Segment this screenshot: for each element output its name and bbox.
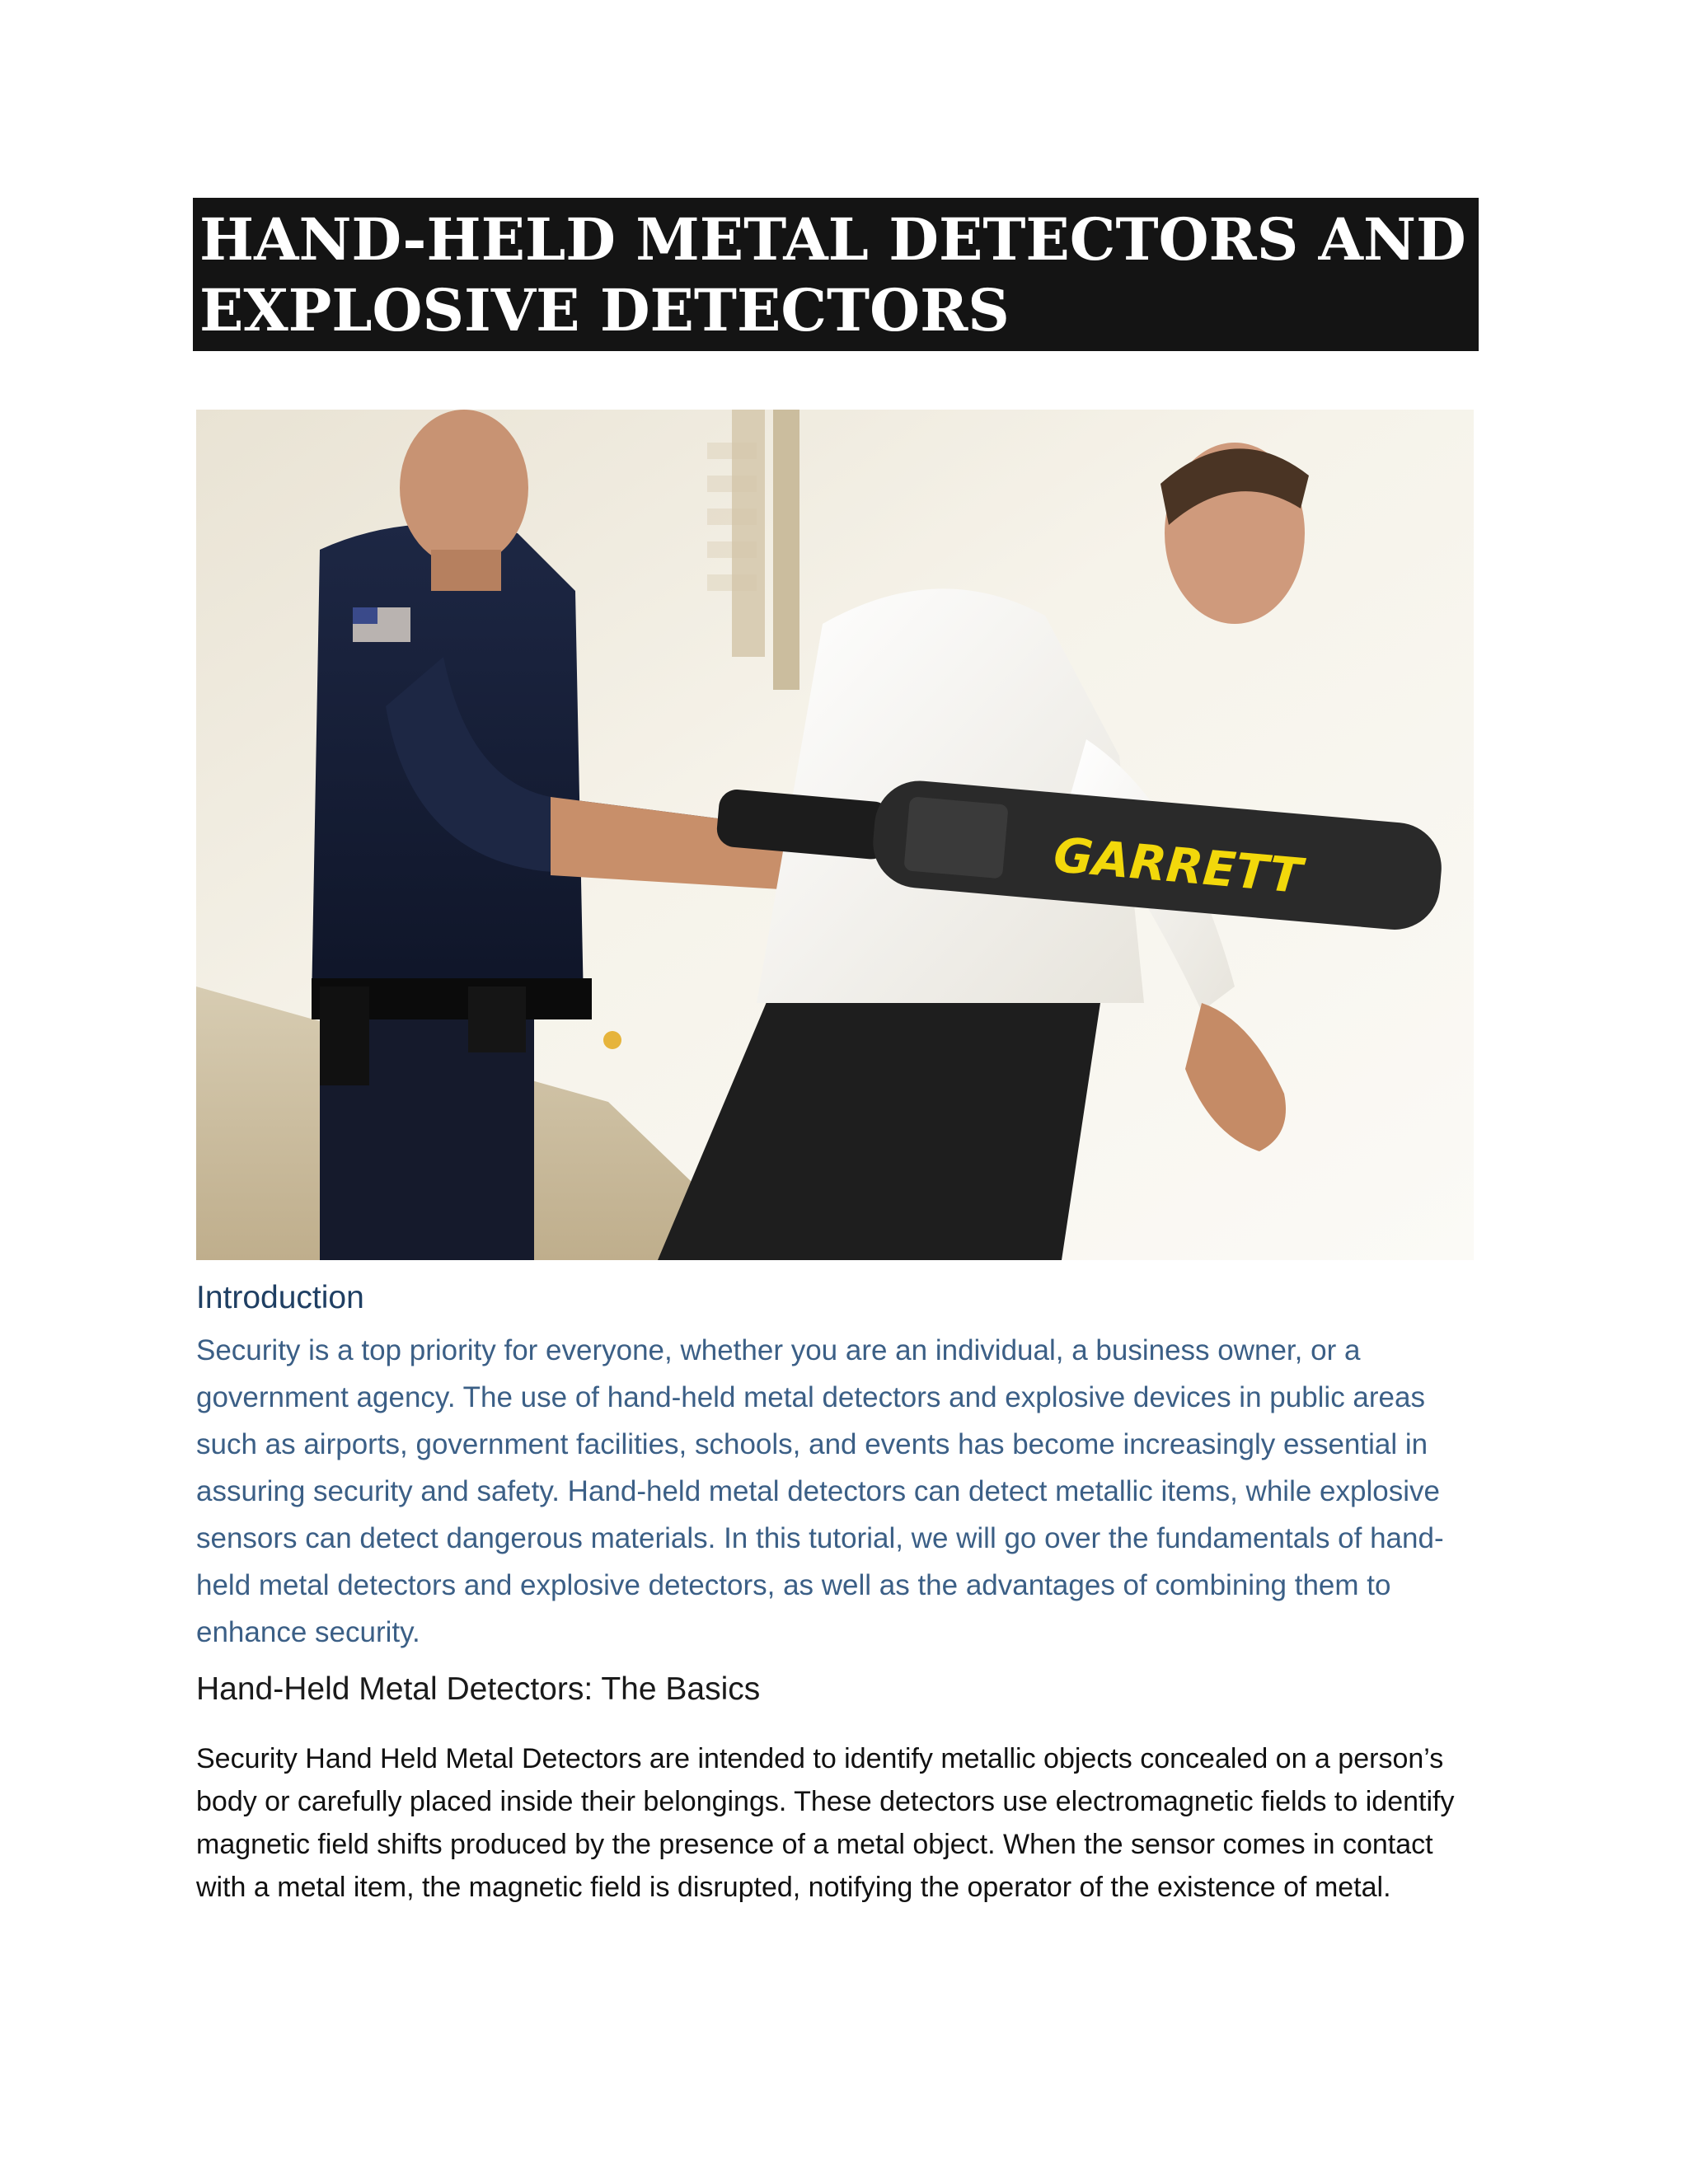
hero-photo	[196, 410, 1474, 1260]
introduction-heading: Introduction	[196, 1280, 364, 1315]
basics-paragraph: Security Hand Held Metal Detectors are intended to identify metallic objects concealed on a person’s body or carefully placed inside their belongings. These detectors use electromagnetic fields to identify magnetic field shifts produced by the presence of a metal object. When the sensor comes in contact with a metal item, the magnetic field is disrupted, notifying the operator of the existence of metal.	[196, 1743, 1455, 1903]
introduction-paragraph: Security is a top priority for everyone, whether you are an individual, a business owner, or a government agency. The use of hand-held metal detectors and explosive devices in public areas such as airports, government facilities, schools, and events has become increasingly essential in assuring security and safety. Hand-held metal detectors can detect metallic items, while explosive sensors can detect dangerous materials. In this tutorial, we will go over the fundamentals of hand-held metal detectors and explosive detectors, as well as the advantages of combining them to enhance security.	[196, 1334, 1444, 1648]
page-title: HAND-HELD METAL DETECTORS AND EXPLOSIVE DETECTORS	[199, 205, 1466, 344]
basics-heading: Hand-Held Metal Detectors: The Basics	[196, 1671, 761, 1707]
title-banner	[193, 198, 1479, 351]
detector-brand-label: GARRETT	[1051, 826, 1305, 904]
